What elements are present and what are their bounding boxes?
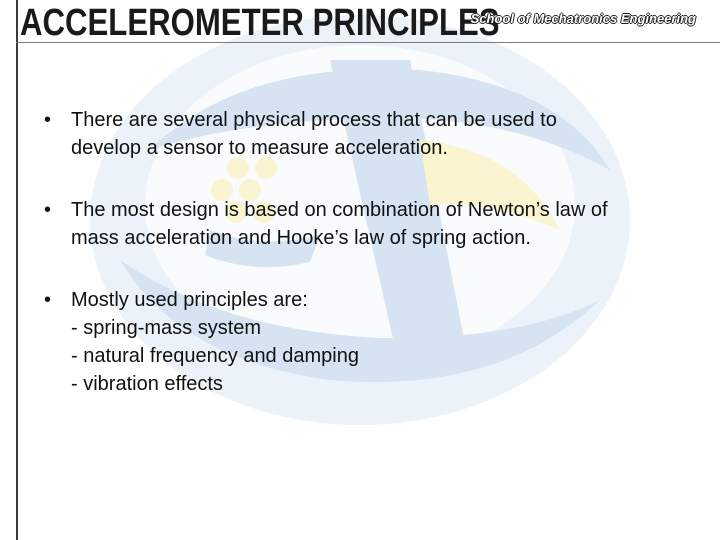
bullet-icon: •	[44, 199, 52, 221]
slide-title: ACCELEROMETER PRINCIPLES	[20, 2, 500, 44]
bullet-icon: •	[44, 109, 52, 131]
bullet-item	[44, 106, 684, 162]
left-border-line	[16, 0, 18, 540]
bullet-icon: •	[44, 289, 52, 311]
bullet-text: The most design is based on combination of Newton’s law of mass acceleration and Hooke’s law of spring action.	[71, 199, 608, 249]
bullet-list	[44, 106, 684, 432]
header-school-name: School of Mechatronics Engineering	[470, 11, 696, 26]
bullet-text: Mostly used principles are: - spring-mass system - natural frequency and damping - vibration effects	[71, 289, 359, 395]
bullet-item	[44, 196, 684, 252]
bullet-item	[44, 286, 684, 398]
bullet-text: There are several physical process that can be used to develop a sensor to measure acceleration.	[71, 109, 557, 159]
